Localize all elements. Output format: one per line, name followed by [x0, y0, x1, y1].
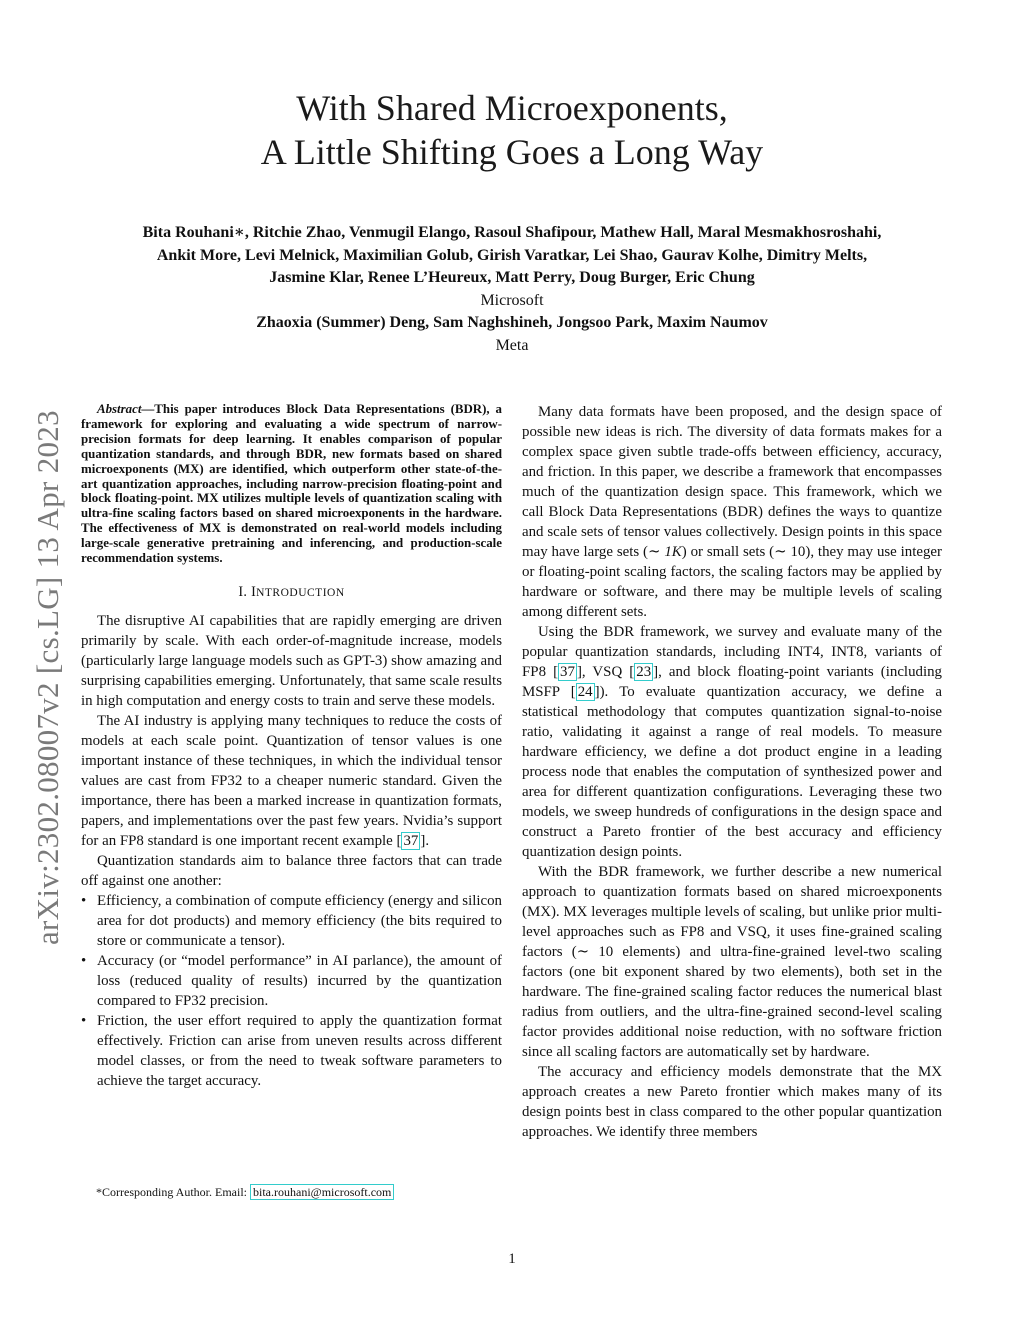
bullet-icon: • — [81, 952, 87, 969]
paper-title — [0, 86, 1024, 174]
bullet-icon: • — [81, 1012, 87, 1029]
list-item: • Friction, the user effort required to apply the quantization format effectively. Friction can arise from uneven results across different model classes, or from the need to tweak software parameters to achieve the target accuracy. — [81, 1012, 502, 1089]
abstract-dash: — — [141, 402, 155, 416]
intro-paragraph-3: Quantization standards aim to balance three factors that can trade off against one another: — [81, 852, 502, 889]
factor-list — [81, 891, 502, 1091]
author-line-2: Ankit More, Levi Melnick, Maximilian Golub, Girish Varatkar, Lei Shao, Gaurav Kolhe, Dimitry Melts, — [156, 246, 868, 264]
list-item: • Accuracy (or “model performance” in AI parlance), the amount of loss (reduced quality of results) incurred by the quantization compared to FP32 precision. — [81, 952, 502, 1009]
author-line-4: Zhaoxia (Summer) Deng, Sam Naghshineh, Jongsoo Park, Maxim Naumov — [256, 314, 768, 331]
body-paragraph-3: With the BDR framework, we further describe a new numerical approach to quantization formats based on shared microexponents (MX). MX leverages multiple levels of scaling, but unlike prior multi-level approaches such as FP8 and VSQ, it uses fine-grained scaling factors (∼ 10 elements) and ultra-fine-grained level-two scaling factors (one bit exponent shared by two elements), both set in the hardware. The fine-grained scaling factor reduces the numerical blast radius from outliers, and the ultra-fine-grained second-level scaling factor provides additional noise reduction, with no software friction since all scaling factors are automatically set by hardware. — [522, 864, 942, 1060]
body-paragraph-1: Many data formats have been proposed, and the design space of possible new ideas is rich. The diversity of data formats makes for a complex space given subtle trade-offs between efficiency, accuracy, and friction. In this paper, we describe a framework that encompasses much of the quantization design space. This framework, which we call Block Data Representations (BDR) defines the ways to quantize and scale sets of tensor values collectively. Design points in this space may have large sets (∼ 1K) or small sets (∼ 10), they may use integer or floating-point scaling factors, the scaling factors may be applied by hardware or software, and there may be multiple levels of scaling among different sets. — [522, 404, 943, 620]
arxiv-identifier: arXiv:2302.08007v2 [cs.LG] 13 Apr 2023 — [30, 410, 65, 945]
list-item: • Efficiency, a combination of compute efficiency (energy and silicon area for dot products) and memory efficiency (the bits required to store or communicate a tensor). — [81, 892, 502, 949]
abstract-label: Abstract — [97, 402, 142, 416]
author-line-1: Bita Rouhani∗, Ritchie Zhao, Venmugil Elango, Rasoul Shafipour, Mathew Hall, Maral Mesmakhosroshahi, — [142, 224, 882, 241]
citation-link[interactable]: 37 — [560, 664, 575, 680]
bullet-icon: • — [81, 892, 87, 909]
intro-paragraph-1: The disruptive AI capabilities that are rapidly emerging are driven primarily by scale. With each order-of-magnitude increase, models (particularly large language models such as GPT-3) show amazing and surprising capabilities emerging. Unfortunately, that same scale results in high computation and energy costs to train and serve these models. — [81, 612, 502, 709]
left-column — [81, 402, 502, 1091]
math-1k: 1K — [664, 544, 682, 560]
author-line-3: Jasmine Klar, Renee L’Heureux, Matt Perry, Doug Burger, Eric Chung — [269, 269, 755, 286]
page-number: 1 — [508, 1251, 516, 1267]
affiliation-microsoft: Microsoft — [480, 291, 544, 309]
footnote: *Corresponding Author. Email: bita.rouhani@microsoft.com — [96, 1184, 394, 1200]
email-link[interactable]: bita.rouhani@microsoft.com — [250, 1184, 394, 1200]
citation-link[interactable]: 24 — [577, 684, 593, 700]
intro-paragraph-2: The AI industry is applying many techniques to reduce the costs of models at each scale point. Quantization of tensor values is one important instance of these techniques, in which the individual tensor values are cast from FP32 to a cheaper numeric standard. Given the importance, there has been a marked increase in quantization formats, papers, and implementations over the past few years. Nvidia’s support for an FP8 standard is one important recent example [ 37 ]. — [81, 712, 502, 849]
body-paragraph-4: The accuracy and efficiency models demonstrate that the MX approach creates a new Pareto frontier which makes many of its design points best in class compared to the other popular quantization approaches. We identify three members — [522, 1064, 942, 1140]
author-block — [40, 222, 984, 357]
abstract-text: This paper introduces Block Data Representations (BDR), a framework for exploring and evaluating a wide spectrum of narrow-precision formats for deep learning. It enables comparison of popular quantization standards, and through BDR, new formats based on shared microexponents (MX) are identified, which outperform other state-of-the-art quantization approaches, including narrow-precision floating-point and block floating-point. MX utilizes multiple levels of quantization scaling with ultra-fine scaling factors based on shared microexponents in the hardware. The effectiveness of MX is demonstrated on real-world models including large-scale generative pretraining and inferencing, and production-scale recommendation systems. — [81, 402, 502, 566]
title-line-1: With Shared Microexponents, — [296, 88, 728, 128]
section-heading-introduction: I. INTRODUCTION — [238, 583, 345, 600]
affiliation-meta: Meta — [495, 336, 529, 354]
right-column — [522, 402, 942, 1142]
citation-link[interactable]: 37 — [403, 832, 419, 849]
abstract — [81, 402, 502, 566]
title-line-2: A Little Shifting Goes a Long Way — [260, 132, 764, 172]
citation-link[interactable]: 23 — [636, 664, 652, 680]
body-paragraph-2: Using the BDR framework, we survey and evaluate many of the popular quantization standards, including INT4, INT8, variants of FP8 [ 37 ], VSQ [ 23 ], and block floating-point variants (including MSFP [ 24 ]). To evaluate quantization accuracy, we define a statistical methodology that computes quantization signal-to-noise ratio, validating it against a range of real models. To measure hardware efficiency, we define a dot product engine in a leading process node that enables the computation of synthesized power and area for different quantization configurations. Leveraging these two models, we sweep hundreds of configurations in the design space and construct a Pareto frontier of the best accuracy and efficiency quantization design points. — [522, 624, 943, 860]
